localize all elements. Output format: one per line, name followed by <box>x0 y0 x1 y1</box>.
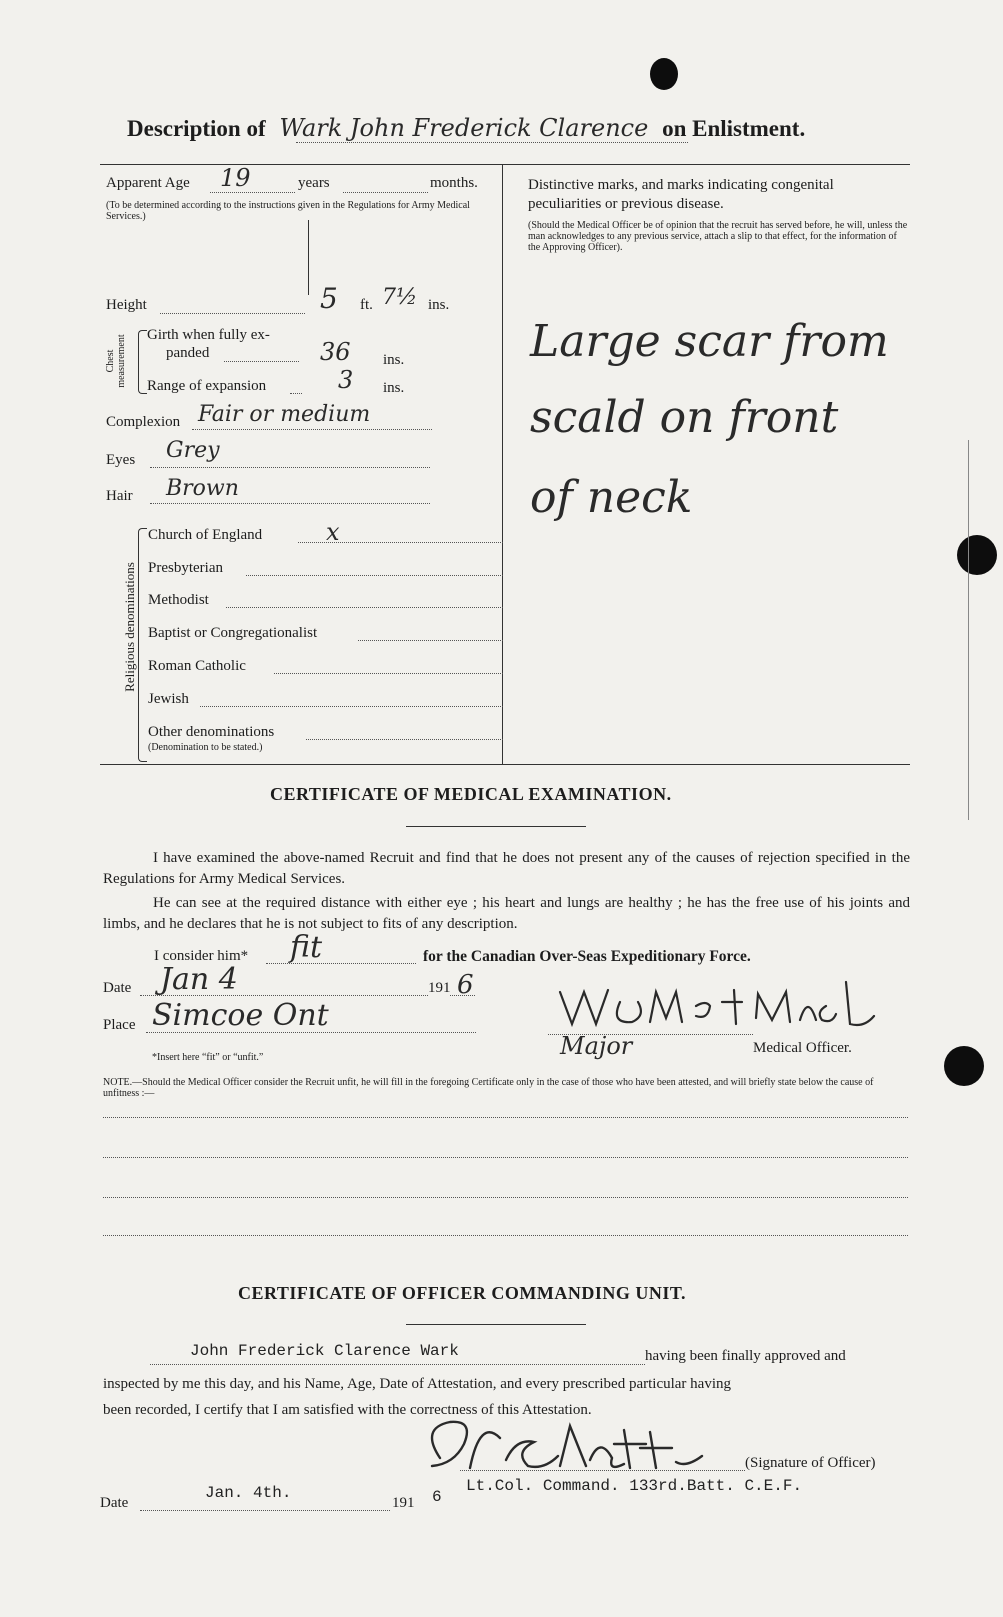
eyes-label: Eyes <box>106 452 136 468</box>
right-edge-line <box>968 440 969 820</box>
medical-date-label: Date <box>103 980 132 996</box>
medical-officer-label: Medical Officer. <box>753 1040 852 1056</box>
title-prefix: Description of <box>127 116 266 141</box>
age-value: 19 <box>220 164 251 192</box>
religion-dotted-5 <box>200 706 503 707</box>
years-label: years <box>298 175 330 191</box>
medical-para-1: I have examined the above-named Recruit and find that he does not present any of the causes of rejection specified in the Regulations for Army Medical Services. <box>103 850 910 887</box>
religion-side-label <box>123 547 137 707</box>
hair-value: Brown <box>166 476 239 501</box>
punch-hole-top <box>650 58 678 90</box>
commanding-text-2: inspected by me this day, and his Name, Age, Date of Attestation, and every prescribed particular having <box>103 1376 732 1392</box>
insert-note: *Insert here “fit” or “unfit.” <box>152 1052 264 1063</box>
range-ins-label: ins. <box>383 380 405 396</box>
age-note: (To be determined according to the instructions given in the Regulations for Army Medical Services.) <box>106 200 470 222</box>
consider-value: fit <box>290 930 323 965</box>
medical-heading: CERTIFICATE OF MEDICAL EXAMINATION. <box>270 784 672 804</box>
consider-dotted-line <box>266 963 416 964</box>
range-label: Range of expansion <box>147 378 267 394</box>
religion-presbyterian: Presbyterian <box>148 560 223 576</box>
punch-hole-middle <box>957 535 997 575</box>
girth-label-2: panded <box>166 345 210 361</box>
commanding-heading: CERTIFICATE OF OFFICER COMMANDING UNIT. <box>238 1283 687 1303</box>
religion-side-text: Religious denominations <box>122 562 137 692</box>
recruit-name-handwritten: Wark John Frederick Clarence <box>279 114 649 142</box>
months-dotted-line <box>343 192 428 193</box>
unfitness-line-1 <box>103 1117 908 1118</box>
complexion-value: Fair or medium <box>198 402 371 427</box>
punch-hole-bottom <box>944 1046 984 1086</box>
religion-dotted-4 <box>274 673 503 674</box>
unfitness-line-4 <box>103 1235 908 1236</box>
complexion-dotted-line <box>192 429 432 430</box>
age-dotted-line <box>210 192 295 193</box>
commanding-rank-value: Lt.Col. Command. 133rd.Batt. C.E.F. <box>466 1477 803 1495</box>
height-label: Height <box>106 297 147 313</box>
complexion-label: Complexion <box>106 414 181 430</box>
height-feet-value: 5 <box>320 282 338 315</box>
height-inches-value: 7½ <box>382 285 418 310</box>
commanding-text-1: having been finally approved and <box>645 1348 846 1364</box>
medical-place-value: Simcoe Ont <box>152 998 329 1033</box>
girth-label-1: Girth when fully ex- <box>147 327 270 343</box>
medical-officer-signature <box>550 962 890 1042</box>
bottom-rule <box>100 764 910 765</box>
girth-value: 36 <box>320 338 351 366</box>
commanding-name-value: John Frederick Clarence Wark <box>190 1342 459 1360</box>
hair-dotted-line <box>150 503 430 504</box>
commanding-sig-dotted <box>460 1470 745 1471</box>
religion-other-note: (Denomination to be stated.) <box>148 742 263 753</box>
medical-officer-dotted <box>548 1034 753 1035</box>
chest-bracket <box>138 330 147 394</box>
form-title <box>127 114 805 142</box>
religion-church-of-england: Church of England <box>148 527 263 543</box>
girth-ins-label: ins. <box>383 352 405 368</box>
marks-line-2: scald on front <box>530 392 839 443</box>
medical-heading-rule <box>406 826 586 827</box>
marks-heading: Distinctive marks, and marks indicating congenital peculiarities or previous disease. <box>528 177 834 212</box>
commanding-text-3: been recorded, I certify that I am satisfied with the correctness of this Attestation. <box>103 1402 592 1418</box>
commanding-year-value: 6 <box>432 1488 442 1506</box>
religion-roman-catholic: Roman Catholic <box>148 658 246 674</box>
religion-other: Other denominations <box>148 724 275 740</box>
marks-line-1: Large scar from <box>530 316 889 367</box>
unfitness-line-2 <box>103 1157 908 1158</box>
religion-dotted-3 <box>358 640 503 641</box>
religion-jewish: Jewish <box>148 691 189 707</box>
height-ft-label: ft. <box>360 297 373 313</box>
unfitness-line-3 <box>103 1197 908 1198</box>
height-dotted-line <box>160 313 305 314</box>
consider-label: I consider him* <box>154 948 249 964</box>
title-suffix: on Enlistment. <box>662 116 806 141</box>
medical-para-2: He can see at the required distance with either eye ; his heart and lungs are healthy ; he has the free use of his joints and limbs, and he declares that he is not subject to fits of any description. <box>103 895 910 932</box>
chest-side-label: Chest measurement <box>105 334 127 388</box>
medical-officer-rank: Major <box>560 1032 633 1060</box>
medical-year-dotted <box>450 995 475 996</box>
medical-note: NOTE.—Should the Medical Officer consider the Recruit unfit, he will fill in the foregoing Certificate only in the case of those who have been attested, and will briefly state below the cause of unfitness :— <box>103 1077 874 1099</box>
medical-date-dotted <box>140 995 428 996</box>
eyes-dotted-line <box>150 467 430 468</box>
range-dotted-line <box>290 393 302 394</box>
religion-bracket <box>138 528 147 762</box>
title-dotted-line <box>296 142 688 143</box>
commanding-date-label: Date <box>100 1495 129 1511</box>
religion-dotted-6 <box>306 739 503 740</box>
height-ins-label: ins. <box>428 297 450 313</box>
inner-divider <box>308 220 309 295</box>
months-label: months. <box>430 175 478 191</box>
medical-date-value: Jan 4 <box>160 962 238 997</box>
hair-label: Hair <box>106 488 133 504</box>
age-label: Apparent Age <box>106 175 190 191</box>
commanding-name-dotted <box>150 1364 645 1365</box>
commanding-sig-label: (Signature of Officer) <box>745 1455 876 1471</box>
marks-note: (Should the Medical Officer be of opinion that the recruit has served before, he will, unless the man acknowledges to any previous service, attach a slip to that effect, for the information of the Approving Officer). <box>528 220 908 253</box>
range-value: 3 <box>338 366 354 394</box>
medical-place-label: Place <box>103 1017 136 1033</box>
medical-year-value: 6 <box>457 970 474 1000</box>
girth-dotted-line <box>224 361 299 362</box>
commanding-date-dotted <box>140 1510 390 1511</box>
commanding-date-value: Jan. 4th. <box>205 1484 292 1502</box>
medical-place-dotted <box>146 1032 476 1033</box>
eyes-value: Grey <box>166 438 220 463</box>
religion-methodist: Methodist <box>148 592 209 608</box>
commanding-officer-signature <box>410 1408 750 1483</box>
religion-dotted-2 <box>226 607 503 608</box>
religion-baptist: Baptist or Congregationalist <box>148 625 318 641</box>
marks-line-3: of neck <box>530 472 693 523</box>
commanding-heading-rule <box>406 1324 586 1325</box>
medical-year-label: 191 <box>428 980 451 996</box>
force-label: for the Canadian Over-Seas Expeditionary Force. <box>423 948 751 965</box>
center-divider <box>502 164 503 764</box>
religion-church-mark: x <box>326 518 340 546</box>
commanding-year-label: 191 <box>392 1495 415 1511</box>
religion-dotted-1 <box>246 575 503 576</box>
